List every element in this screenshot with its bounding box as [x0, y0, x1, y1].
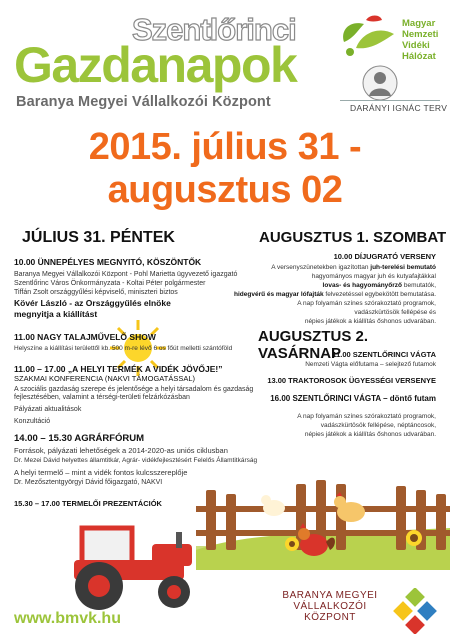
- vagta-line: Nemzeti Vágta előfutama – selejtező futamok: [305, 361, 436, 368]
- hen-icon: [261, 495, 285, 516]
- day2-line: lovas- és hagyományőrző bemutatók,: [322, 282, 436, 289]
- mnvh-line: Hálózat: [402, 51, 436, 62]
- tractor-contest-title: 13.00 TRAKTOROSOK ÜGYESSÉGI VERSENYE: [267, 376, 436, 385]
- footer-org-name: [270, 590, 390, 623]
- mnvh-line: Magyar: [402, 18, 436, 29]
- title-line1: Szentlőrinci: [132, 12, 296, 47]
- day2-line: vadászkürtösök fellépése és: [354, 309, 436, 316]
- opening-title: 10.00 ÜNNEPÉLYES MEGNYITÓ, KÖSZÖNTŐK: [14, 257, 202, 267]
- day2-heading: AUGUSZTUS 1. SZOMBAT: [259, 229, 447, 246]
- darany-logo-text: DARÁNYI IGNÁC TERV: [350, 103, 448, 113]
- date-line2: augusztus 02: [107, 169, 343, 211]
- day3-line: vadászkürtösök fellépése, néptáncosok,: [320, 422, 436, 429]
- conference-line: A szociális gazdaság szerepe és jelentősége a helyi társadalom és gazdaság: [14, 386, 254, 393]
- darany-portrait-icon: [362, 64, 398, 102]
- conference-subtitle: SZAKMAI KONFERENCIA (NAKVI TÁMOGATÁSSAL): [14, 374, 196, 383]
- footer-org-line: VÁLLALKOZÓI KÖZPONT: [293, 601, 367, 623]
- opening-line: Szentlőrinc Város Önkormányzata - Koltai Péter polgármester: [14, 280, 206, 287]
- date-line1: 2015. július 31 -: [88, 126, 362, 168]
- footer-org-line: BARANYA MEGYEI: [282, 590, 378, 601]
- vagta-final-title: 16.00 SZENTLŐRINCI VÁGTA – döntő futam: [270, 394, 436, 403]
- agrarforum-line: Források, pályázati lehetőségek a 2014-2020-as uniós ciklusban: [14, 446, 228, 455]
- mnvh-leaf-icon: [336, 12, 400, 58]
- day2-line: népies játékok a kiállítás őshonos udvarában.: [304, 318, 436, 325]
- plough-show-location: Helyszíne a kiállítási területtől kb. 500 m-re lévő 6 os főút melletti szántóföld: [14, 345, 233, 352]
- agrarforum-title: 14.00 – 15.30 AGRÁRFÓRUM: [14, 433, 145, 444]
- day1-heading: JÚLIUS 31. PÉNTEK: [22, 229, 175, 246]
- footer-url-link[interactable]: www.bmvk.hu: [14, 610, 121, 627]
- day2-line: A versenyszünetekben igazítottan juh-terelési bemutató: [271, 264, 436, 271]
- day2-line: hagyományos magyar juh és kutyafajtákkal: [311, 273, 436, 280]
- conference-item: Pályázati aktualitások: [14, 406, 82, 413]
- conference-title: 11.00 – 17.00 „A HELYI TERMÉK A VIDÉK JÖVŐJE!”: [14, 364, 223, 374]
- day2-line: hidegvérű és magyar lófajták felvezetéssel egybekötött bemutatása.: [234, 291, 436, 298]
- day3-line: A nap folyamán színes szórakoztató programok,: [297, 413, 436, 420]
- bmvk-logo-icon: [392, 588, 438, 634]
- vagta-title: 11.00 SZENTLŐRINCI VÁGTA: [332, 350, 436, 359]
- fence-illustration: [196, 450, 450, 570]
- mnvh-logo-text: [402, 18, 438, 62]
- day2-event-title: 10.00 DÍJUGRATÓ VERSENY: [333, 252, 436, 261]
- day3-line: népies játékok a kiállítás őshonos udvarában.: [304, 431, 436, 438]
- organizer-subtitle: Baranya Megyei Vállalkozói Központ: [16, 94, 271, 110]
- mnvh-line: Nemzeti: [402, 29, 439, 40]
- opening-bold-line: megnyitja a kiállítást: [14, 309, 98, 319]
- day3-heading: AUGUSZTUS 2. VASÁRNAP: [258, 328, 369, 362]
- conference-item: Konzultáció: [14, 418, 51, 425]
- opening-line: Tiffán Zsolt országgyűlési képviselő, miniszteri biztos: [14, 289, 178, 296]
- agrarforum-line: Dr. Mezei Dávid helyettes államtitkár, Agrár- vidékfejlesztésért Felelős Államtitkárság: [14, 457, 258, 464]
- opening-bold-line: Kövér László - az Országgyűlés elnöke: [14, 298, 171, 308]
- conference-line: fejlesztésében, valamint a térségi-területi felzárkózásban: [14, 394, 190, 401]
- title-line2: Gazdanapok: [14, 37, 297, 93]
- mnvh-line: Vidéki: [402, 40, 430, 51]
- tractor-icon: [24, 510, 234, 610]
- plough-show-title: 11.00 NAGY TALAJMŰVELŐ SHOW: [14, 332, 156, 342]
- day2-line: A nap folyamán színes szórakoztató programok,: [297, 300, 436, 307]
- opening-line: Baranya Megyei Vállalkozói Központ - Pohl Marietta ügyvezető igazgató: [14, 271, 238, 278]
- agrarforum-line: Dr. Mezősztentgyörgyi Dávid főigazgató, NAKVI: [14, 479, 163, 486]
- agrarforum-line: A helyi termelő – mint a vidék fontos kulcsszereplője: [14, 468, 188, 477]
- presentations-title: 15.30 – 17.00 TERMELŐI PREZENTÁCIÓK: [14, 499, 162, 508]
